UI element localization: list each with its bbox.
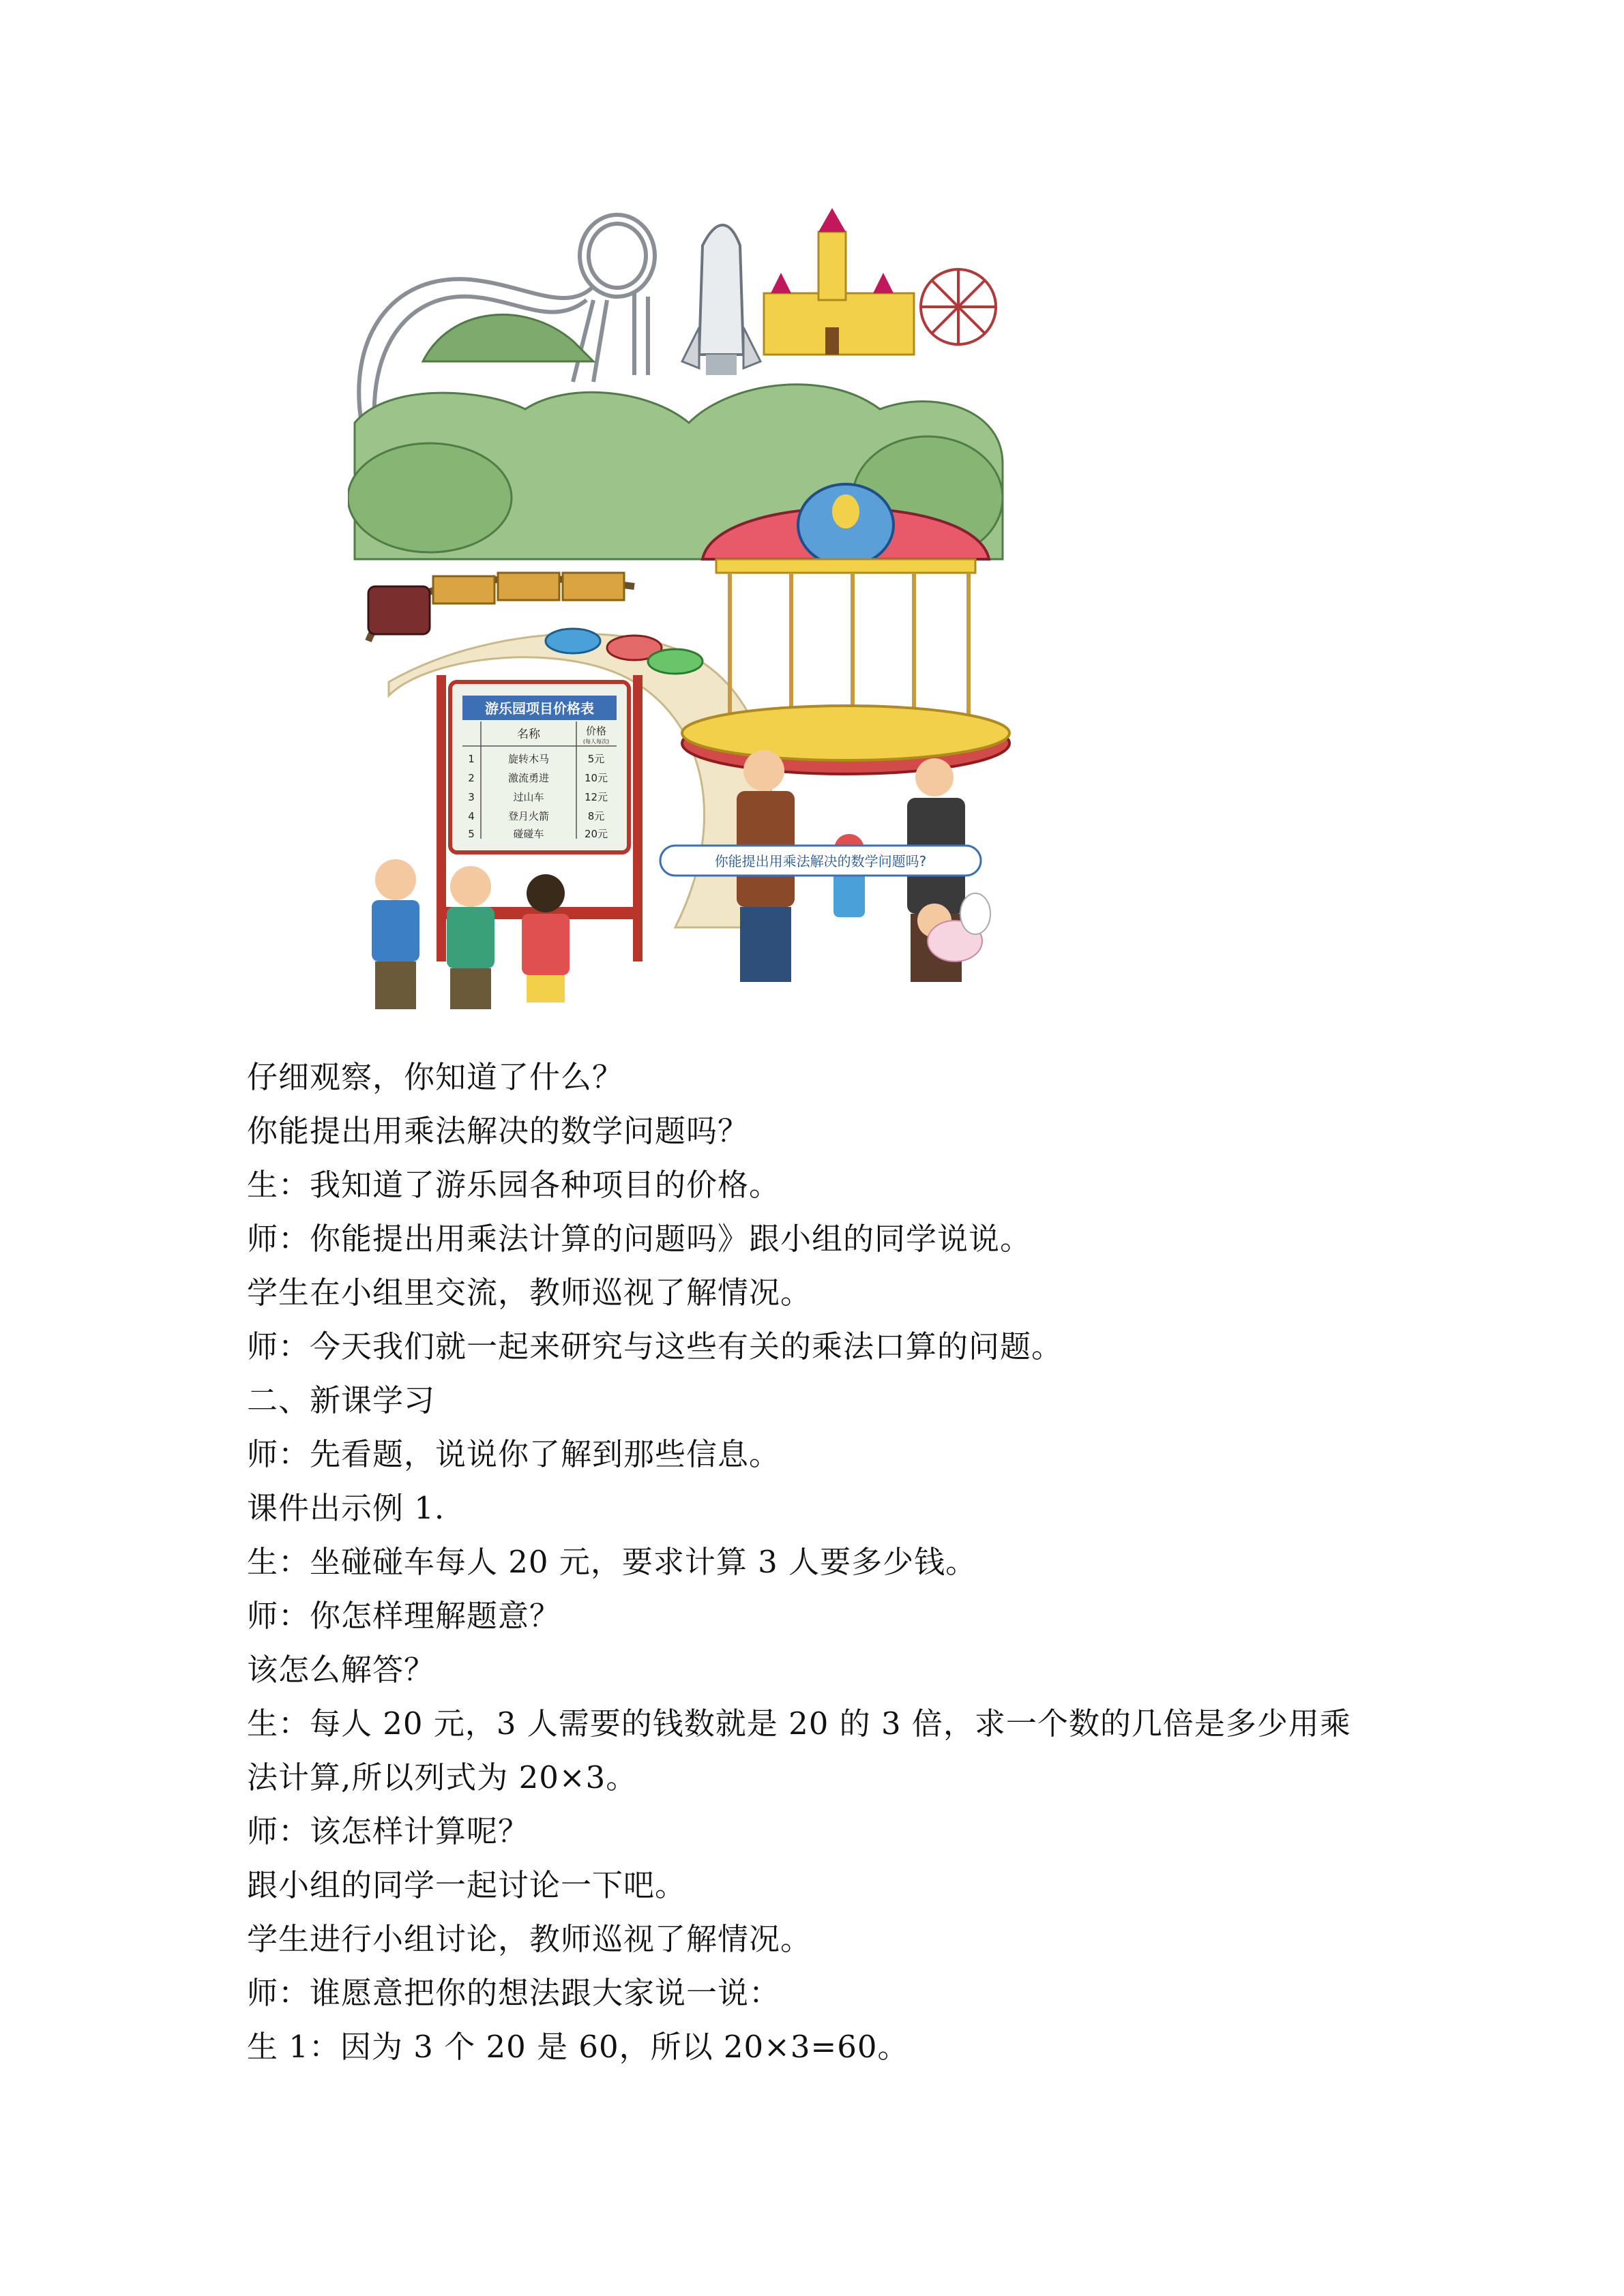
- hill: [423, 314, 593, 361]
- rocket: [682, 225, 761, 375]
- text-line: 学生在小组里交流，教师巡视了解情况。: [247, 1274, 812, 1311]
- text-line: 生 1：因为 3 个 20 是 60，所以 20×3=60。: [247, 2029, 909, 2065]
- price-row-price: 20元: [584, 828, 608, 840]
- text-line: 课件出示例 1.: [247, 1490, 445, 1526]
- text-line: 该怎么解答？: [247, 1652, 436, 1688]
- price-row-no: 4: [468, 810, 475, 822]
- text-line: 你能提出用乘法解决的数学问题吗？: [247, 1113, 750, 1149]
- price-row-no: 2: [468, 772, 475, 784]
- carousel: [682, 484, 1009, 774]
- ferris-wheel: [921, 269, 996, 344]
- section-heading: 二、新课学习: [247, 1382, 436, 1418]
- price-row-price: 10元: [584, 772, 608, 784]
- price-row-name: 碰碰车: [513, 828, 544, 840]
- price-row-no: 5: [468, 828, 475, 840]
- price-row-no: 3: [468, 791, 475, 803]
- price-row-no: 1: [468, 753, 475, 765]
- text-line: 师：谁愿意把你的想法跟大家说一说：: [247, 1975, 781, 2011]
- text-line: 跟小组的同学一起讨论一下吧。: [247, 1867, 687, 1903]
- text-line: 学生进行小组讨论，教师巡视了解情况。: [247, 1921, 812, 1957]
- speech-bubble: [660, 846, 981, 876]
- price-table-title: 游乐园项目价格表: [485, 700, 594, 717]
- text-line: 师：你怎样理解题意？: [247, 1598, 561, 1634]
- text-line: 法计算,所以列式为 20×3。: [247, 1759, 638, 1795]
- text-line: 师：今天我们就一起来研究与这些有关的乘法口算的问题。: [247, 1328, 1063, 1365]
- children: [372, 859, 570, 1009]
- speech-bubble-text: 你能提出用乘法解决的数学问题吗?: [714, 853, 927, 869]
- text-line: 生：每人 20 元，3 人需要的钱数就是 20 的 3 倍，求一个数的几倍是多少用乘: [247, 1705, 1351, 1742]
- text-line: 师：你能提出用乘法计算的问题吗》跟小组的同学说说。: [247, 1221, 1032, 1257]
- price-row-price: 5元: [587, 753, 605, 765]
- text-line: 仔细观察，你知道了什么？: [247, 1059, 624, 1095]
- text-line: 生：坐碰碰车每人 20 元，要求计算 3 人要多少钱。: [247, 1544, 977, 1580]
- price-row-name: 登月火箭: [507, 810, 550, 822]
- price-row-price: 8元: [587, 810, 605, 822]
- price-table-col-name: 名称: [517, 728, 540, 741]
- amusement-park-illustration: [348, 205, 1033, 1030]
- price-row-name: 激流勇进: [507, 772, 550, 784]
- text-line: 师：该怎样计算呢？: [247, 1813, 530, 1849]
- price-table-col-price-note: (每人每次): [582, 739, 610, 745]
- lesson-text: [247, 1050, 1406, 2074]
- text-line: 生：我知道了游乐园各种项目的价格。: [247, 1167, 781, 1203]
- price-row-name: 旋转木马: [507, 753, 550, 765]
- price-row-name: 过山车: [513, 791, 544, 803]
- price-row-price: 12元: [584, 791, 608, 803]
- price-table-col-price: 价格: [585, 725, 607, 737]
- text-line: 师：先看题，说说你了解到那些信息。: [247, 1436, 781, 1472]
- castle: [764, 208, 914, 355]
